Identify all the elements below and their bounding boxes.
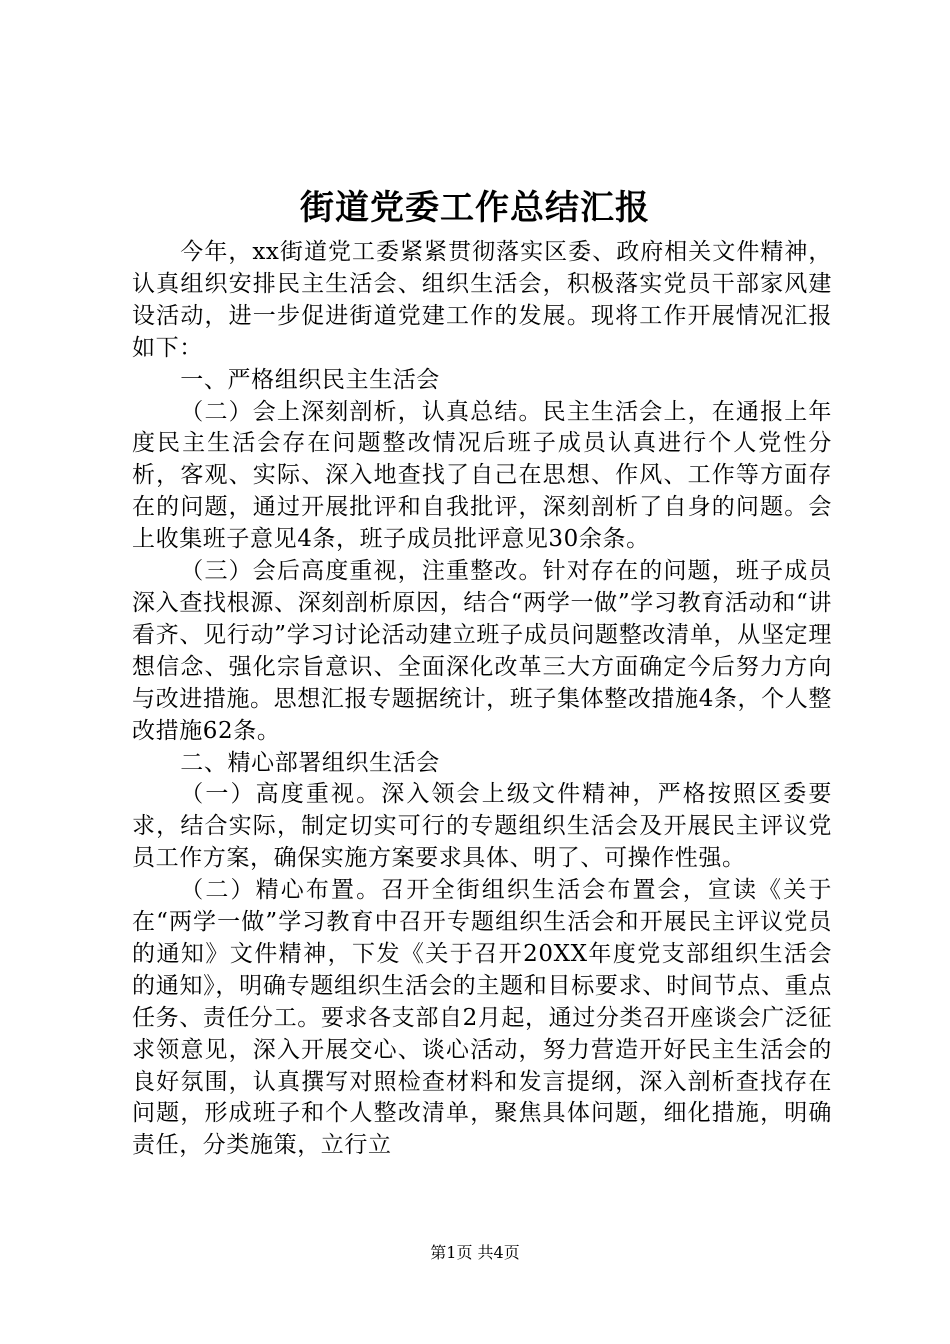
paragraph-1-2: （二）会上深刻剖析，认真总结。民主生活会上，在通报上年度民主生活会存在问题整改情况后班子成员认真进行个人党性分析，客观、实际、深入地查找了自己在思想、作风、工作等方面存在的问题，通过开展批评和自我批评，深刻剖析了自身的问题。会上收集班子意见4条，班子成员批评意见30余条。 [132, 398, 832, 553]
intro-paragraph: 今年，xx街道党工委紧紧贯彻落实区委、政府相关文件精神，认真组织安排民主生活会、组织生活会，积极落实党员干部家风建设活动，进一步促进街道党建工作的发展。现将工作开展情况汇报如下： [132, 239, 832, 361]
section-heading-2: 二、精心部署组织生活会 [180, 749, 440, 776]
document-title: 街道党委工作总结汇报 [300, 188, 650, 228]
paragraph-2-2: （二）精心布置。召开全街组织生活会布置会，宣读《关于在“两学一做”学习教育中召开专题组织生活会和开展民主评议党员的通知》文件精神，下发《关于召开20XX年度党支部组织生活会的通知》，明确专题组织生活会的主题和目标要求、时间节点、重点任务、责任分工。要求各支部自2月起，通过分类召开座谈会广泛征求领意见，深入开展交心、谈心活动，努力营造开好民主生活会的良好氛围，认真撰写对照检查材料和发言提纲，深入剖析查找存在问题，形成班子和个人整改清单，聚焦具体问题，细化措施，明确责任，分类施策，立行立 [132, 877, 832, 1159]
page-footer: 第1页 共4页 [430, 1243, 520, 1262]
section-heading-1: 一、严格组织民主生活会 [180, 366, 440, 393]
paragraph-2-1: （一）高度重视。深入领会上级文件精神，严格按照区委要求，结合实际，制定切实可行的专题组织生活会及开展民主评议党员工作方案，确保实施方案要求具体、明了、可操作性强。 [132, 781, 832, 872]
document-body [132, 237, 832, 1162]
paragraph-1-3: （三）会后高度重视，注重整改。针对存在的问题，班子成员深入查找根源、深刻剖析原因，结合“两学一做”学习教育活动和“讲看齐、见行动”学习讨论活动建立班子成员问题整改清单，从坚定理想信念、强化宗旨意识、全面深化改革三大方面确定今后努力方向与改进措施。思想汇报专题据统计，班子集体整改措施4条，个人整改措施62条。 [132, 558, 832, 744]
